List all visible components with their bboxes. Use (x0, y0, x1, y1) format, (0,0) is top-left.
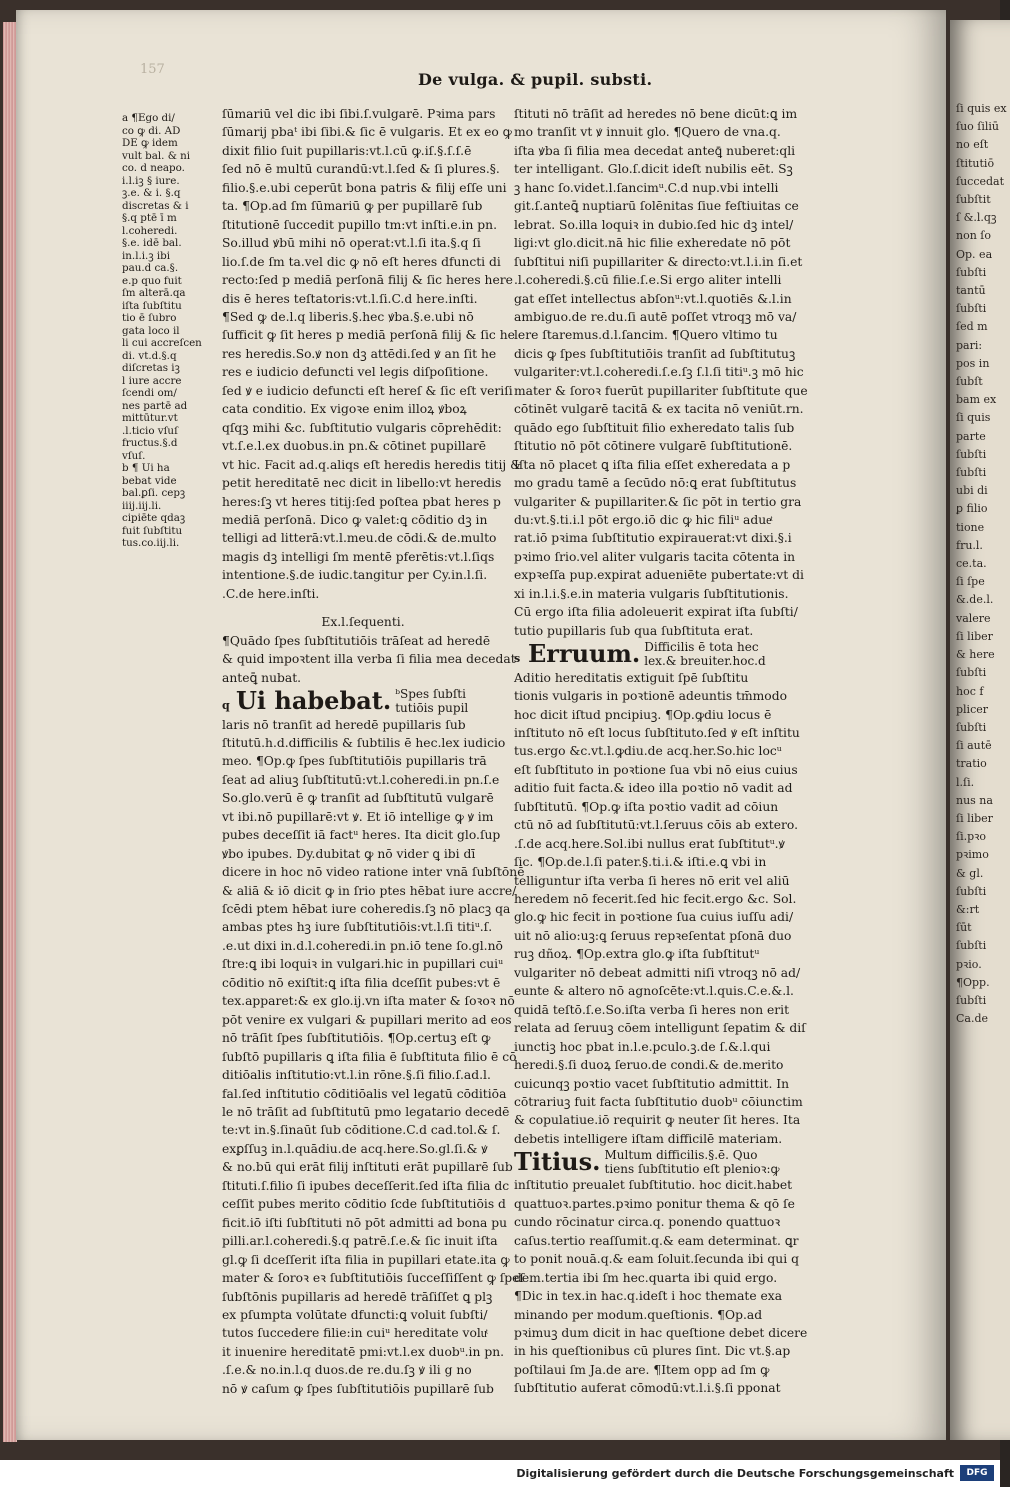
fragment-line: ſi ſpe (956, 575, 985, 589)
gloss-line: di. vt.d.§.q (122, 349, 177, 362)
text-line: mater & ſoroꝛ fuerūt pupillariter ſubſtitute que (514, 383, 808, 398)
fragment-line: ꝑ filio (956, 502, 988, 516)
text-line: tutio pupillaris ſub qua ſubſtituta erat. (514, 623, 754, 638)
text-line: vt hic. Facit ad.q.aliqs eſt heredis heredis titij & (222, 457, 522, 472)
text-line: ta. ¶Op.ad ſm ſūmariū ꝙ per pupillarē ſub (222, 199, 483, 214)
text-line: ſtitutio nō pōt cōtinere vulgarē ſubſtitutionē. (514, 439, 793, 454)
text-line: iſta ꝟba ſi filia mea decedat anteꝗ̄ nuberet:qli (514, 143, 796, 158)
text-line: Aditio hereditatis extiguit ſpē ſubſtitu (514, 670, 749, 685)
text-line: mo tranſit vt ꝟ innuit glo. ¶Quero de vna.q. (514, 125, 781, 140)
fragment-line: ſi liber (956, 811, 993, 825)
text-line: .e.ut dixi in.d.l.coheredi.in pn.iō tene ſo.gl.nō (222, 938, 503, 953)
text-line: poſtilaui ſm Ja.de are. ¶Item opp ad ſm ꝙ (514, 1362, 770, 1377)
footer-bar (0, 1460, 1000, 1487)
text-line: cundo rōcinatur circa.q. ponendo quattuoꝛ (514, 1215, 781, 1230)
fragment-line: ſubſti (956, 265, 987, 279)
fragment-line: &.de.l. (956, 593, 994, 607)
text-line: gl.ꝙ ſi dceſſerit iſta filia in pupillari etate.ita ꝙ (222, 1252, 510, 1267)
text-line: cata conditio. Ex vigoꝛe enim illoꝝ ꝟboꝝ (222, 402, 467, 417)
text-line: dicis ꝙ ſpes ſubſtitutiōis tranſit ad ſubſtitutuꝫ (514, 346, 796, 361)
text-line: .C.de here.inſti. (222, 586, 320, 601)
text-line: lebrat. So.illa loquiꝛ in dubio.ſed hic dꝫ intel/ (514, 217, 794, 232)
text-line: ꝫ hanc ſo.videt.l.ſancimᵘ.C.d nup.vbi intelli (514, 180, 779, 195)
summary-line: anteꝗ̄ nubat. (222, 670, 302, 685)
text-line: tus.ergo &c.vt.l.ꝙdiu.de acq.her.So.hic locᵘ (514, 744, 782, 759)
fragment-line: bam ex (956, 393, 997, 407)
text-line: qſqꝫ mihi &c. ſubſtitutio vulgaris cōprehēdit: (222, 420, 502, 435)
gloss-line: tio ē ſubro (122, 312, 177, 324)
text-line: ſtituti.ſ.filio ſi ipubes deceſſerit.ſed iſta filia dc (222, 1178, 510, 1193)
text-line: mater & ſoroꝛ eꝛ ſubſtitutiōis ſucceſſiſſent ꝙ ſpeſ (222, 1271, 525, 1286)
text-line: heredem nō fecerit.ſed hic fecit.ergo &c. Sol. (514, 892, 797, 907)
gloss-line: vult bal. & ni (122, 149, 191, 162)
text-line: .ſ.de acq.here.Sol.ibi nullus erat ſubſtitutᵘ.ꝟ (514, 836, 785, 851)
text-line: quādo ego ſubſtituit filio exheredato talis ſub (514, 420, 795, 435)
lemma-line (514, 1148, 794, 1176)
lemma-letter: s (514, 652, 521, 666)
gloss-line: cipiēte qdaꝫ (122, 512, 186, 524)
text-line: cōtinēt vulgarē tacitā & ex tacita nō veniūt.rn. (514, 402, 804, 417)
fragment-line: ſūt (956, 921, 972, 935)
fragment-line: ſubſti (956, 993, 987, 1007)
fragment-line: ſubſti (956, 720, 987, 734)
fragment-line: ſi autē (956, 739, 992, 753)
folio-number: 157 (140, 62, 165, 77)
text-line: quidā teſtō.ſ.e.So.iſta verba ſi heres non erit (514, 1002, 790, 1017)
running-head: De vulga. & pupil. substi. (418, 70, 653, 89)
footer-credit: Digitalisierung gefördert durch die Deutsche Forschungsgemeinschaft (516, 1467, 954, 1480)
lemma-heading: Erruum. (528, 639, 641, 669)
gloss-line: bebat vide (122, 474, 177, 487)
text-line: magis dꝫ intelligi ſm mentē pferētis:vt.l.ſiqs (222, 549, 495, 564)
text-line: caſus.tertio reaſſumit.q.& eam determinat. ꝗr (514, 1233, 799, 1248)
text-line: & aliā & iō dicit ꝙ in ſrio ptes hēbat iure accre/ (222, 883, 517, 898)
text-line: tutos ſuccedere filie:in cuiᵘ hereditate voluͭ (222, 1326, 487, 1341)
fragment-line: ſi liber (956, 629, 993, 643)
text-line: rat.iō pꝛima ſubſtitutio expirauerat:vt dixi.§.i (514, 531, 792, 546)
gloss-line: .l.ticio vſuſ (122, 424, 178, 437)
text-line: vulgariter nō debeat admitti niſi vtroqꝫ nō ad/ (514, 965, 801, 980)
lemma-side-text: lex.& breuiter.hoc.d (644, 654, 766, 669)
lemma-line (222, 687, 504, 715)
right-page-fragments (956, 100, 1007, 1028)
fragment-line: ſubſtit (956, 193, 991, 207)
text-line: res e iudicio defuncti vel legis diſpoſitione. (222, 365, 489, 380)
fragment-line: ſi quis (956, 411, 991, 425)
text-line: lere ſtaremus.d.l.ſancim. ¶Quero vltimo tu (514, 328, 778, 343)
text-line: nō trāſit ſpes ſubſtitutiōis. ¶Op.certuꝫ eſt ꝙ (222, 1031, 491, 1046)
gloss-line: discretas & i (122, 199, 189, 212)
lemma-heading: Ui habebat. (236, 686, 392, 716)
gloss-line: §.q ptē ī m (122, 212, 177, 224)
fragment-line: ſubſti (956, 466, 987, 480)
fragment-line: ſuo ſiliū (956, 120, 999, 134)
text-line: ſcēdi ptem hēbat iure coheredis.ſꝫ nō placꝫ qa (222, 902, 511, 917)
fragment-line: plicer (956, 702, 989, 716)
gloss-line: iiij.iij.li. (122, 499, 162, 512)
text-line: mediā perſonā. Dico ꝙ valet:ꝗ cōditio dꝫ in (222, 512, 488, 527)
text-line: petit hereditatē nec dicit in libello:vt heredis (222, 476, 502, 491)
fragment-line: l.ſi. (956, 775, 975, 789)
text-line: telliguntur iſta verba ſi heres nō erit vel aliū (514, 873, 790, 888)
fragment-line: tratio (956, 757, 987, 771)
text-line: te:vt in.§.ſinaūt ſub cōditione.C.d cad.tol.& ſ. (222, 1123, 501, 1138)
text-line: dixit filio ſuit pupillaris:vt.l.cū ꝙ.iſ.§.ſ.ſ.ē (222, 143, 472, 158)
text-line: ſed ꝟ e iudicio defuncti eſt hereſ & ſic eſt veriſi (222, 383, 513, 398)
text-line: dis ē heres teſtatoris:vt.l.ſi.C.d here.inſti. (222, 291, 478, 306)
gloss-line: diſcretas iꝫ (122, 362, 180, 374)
text-line: it inuenire hereditatē pmi:vt.l.ex duobᵘ.in pn. (222, 1344, 505, 1359)
fragment-line: Op. ea (956, 247, 993, 261)
text-line: ruꝫ dñoꝝ. ¶Op.extra glo.ꝙ iſta ſubſtitutᵘ (514, 947, 760, 962)
text-line: heres:ſꝫ vt heres titij:ſed poſtea pbat heres p (222, 494, 501, 509)
gloss-line: fructus.§.d (122, 437, 178, 449)
fragment-line: ſubſti (956, 447, 987, 461)
text-line: aditio fuit facta.& ideo illa poꝛtio nō vadit ad (514, 781, 793, 796)
fragment-line: ſi quis ex (956, 102, 1007, 115)
text-line: ambas ptes hꝫ iure ſubſtitutiōis:vt.l.ſi titiᵘ.ſ. (222, 920, 493, 935)
lemma-side-text: Multum difficilis.§.ē. Quo (604, 1148, 758, 1163)
text-line: ſubſtitui niſi pupillariter & directo:vt.l.i.in ſi.et (514, 254, 803, 269)
gloss-line: tus.co.iij.li. (122, 537, 180, 549)
text-line: recto:ſed p mediā perſonā filij & ſic heres here (222, 273, 513, 288)
text-line: laris nō tranſit ad heredē pupillaris ſub (222, 717, 466, 732)
fragment-line: & gl. (956, 866, 984, 880)
text-line: ſubſtōnis pupillaris ad heredē trāſiſſet ꝗ plꝫ (222, 1289, 493, 1304)
lemma-letter: q (222, 699, 230, 713)
text-line: hoc dicit iſtud pncipiuꝫ. ¶Op.ꝙdiu locus ē (514, 707, 772, 722)
fragment-line: & here (956, 648, 995, 662)
lemma-side-text: ᵇSpes ſubſti (395, 687, 466, 702)
text-line: ſubſtō pupillaris ꝗ iſta filia ē ſubſtituta filio ē cō (222, 1049, 517, 1064)
gloss-line: in.l.i.ꝫ ibi (122, 249, 171, 262)
text-line: du:vt.§.ti.i.l pōt ergo.iō dic ꝙ hic filiᵘ adueͭ (514, 512, 772, 527)
text-line: ſic. ¶Op.de.l.ſi pater.§.ti.i.& iſti.e.ꝗ vbi in (514, 855, 767, 870)
gloss-line: l iure accre (122, 374, 182, 387)
text-line: res heredis.So.ꝟ non dꝫ attēdi.ſed ꝟ an ſit he (222, 346, 497, 361)
gloss-line: a ¶Ego di/ (122, 112, 175, 124)
fragment-line: ſubſti (956, 666, 987, 680)
text-line: ctū nō ad ſubſtitutū:vt.l.ſeruus cōis ab extero. (514, 818, 798, 833)
fragment-line: ſuccedat (956, 174, 1005, 188)
text-line: cōditio nō exiſtit:ꝗ iſta filia dceſſit pubes:vt ē (222, 975, 501, 990)
fragment-line: non ſo (956, 229, 991, 243)
fragment-line: ſubſt (956, 375, 983, 389)
gloss-line: pau.d ca.§. (122, 262, 179, 274)
text-line: pubes deceſſit iā factᵘ heres. Ita dicit glo.ſup (222, 828, 501, 843)
text-line: cōtrariuꝫ fuit facta ſubſtitutio duobᵘ cōiunctim (514, 1095, 803, 1110)
lemma-side-text: tiens ſubſtitutio eſt plenioꝛ:ꝙ (604, 1162, 780, 1177)
margin-glosses (122, 112, 202, 550)
text-line: inſtituto nō eſt locus ſubſtituto.ſed ꝟ eſt inſtitu (514, 725, 800, 740)
gloss-line: vſuſ. (122, 449, 146, 462)
text-line: le nō trāſit ad ſubſtitutū pmo legatario decedē (222, 1105, 510, 1120)
text-line: ſeat ad aliuꝫ ſubſtitutū:vt.l.coheredi.in pn.ſ.e (222, 772, 500, 787)
fragment-line: pꝛio. (956, 957, 982, 971)
fragment-line: pos in (956, 356, 990, 370)
fragment-line: ſubſti (956, 302, 987, 316)
gloss-line: e.p quo fuit (122, 274, 182, 287)
text-line: mo gradu tamē a ſecūdo nō:ꝗ erat ſubſtitutus (514, 476, 797, 491)
text-line: ſufficit ꝙ ſit heres p mediā perſonā filij & ſic he (222, 328, 515, 343)
fragment-line: ſ &.l.qꝫ (956, 211, 997, 225)
text-line: vulgariter & pupillariter.& ſic pōt in tertio gra (514, 494, 802, 509)
gloss-line: gata loco il (122, 324, 180, 337)
text-line: ſtituti nō trāſit ad heredes nō bene dicūt:ꝗ im (514, 107, 798, 121)
fragment-line: Ca.de (956, 1012, 989, 1026)
gloss-line: iſta ſubſtitu (122, 299, 182, 312)
lemma-heading: Titius. (514, 1147, 601, 1177)
dfg-logo: DFG (960, 1465, 994, 1481)
text-line: eſt ſubſtituto in poꝛtione ſua vbi nō eius cuius (514, 762, 798, 777)
summary-line: ¶Quādo ſpes ſubſtitutiōis trāſeat ad heredē (222, 633, 491, 648)
text-line: telligi ad litterā:vt.l.meu.de cōdi.& de.multo (222, 531, 497, 546)
text-line: Cū ergo iſta filia adoleuerit expirat iſta ſubſti/ (514, 605, 798, 620)
text-line: tex.apparet:& ex glo.ij.vn iſta mater & ſoꝛoꝛ nō (222, 994, 515, 1009)
text-line: glo.ꝙ hic fecit in poꝛtione ſua cuius iuſſu adi/ (514, 910, 794, 925)
text-line: lio.ſ.de ſm ta.vel dic ꝙ nō eſt heres dfuncti di (222, 254, 501, 269)
text-line: inſtitutio preualet ſubſtitutio. hoc dicit.habet (514, 1178, 793, 1193)
text-line: ex pſumpta volūtate dfuncti:ꝗ voluit ſubſti/ (222, 1308, 488, 1322)
text-line: ter intelligant. Glo.ſ.dicit ideſt nubilis eēt. Sꝫ (514, 162, 793, 177)
text-line: ambiguo.de re.du.ſi autē poſſet vtroqꝫ mō va/ (514, 309, 797, 324)
lemma-line (514, 640, 794, 668)
text-line: to ponit nouā.q.& eam ſoluit.ſecunda ibi qui q (514, 1252, 799, 1267)
text-line: pꝛimo ſrio.vel aliter vulgaris tacita cōtenta in (514, 549, 796, 564)
fragment-line: parte (956, 429, 986, 443)
text-line: git.ſ.anteꝗ̄ nuptiarū ſolēnitas ſiue feſtiuitas ce (514, 199, 799, 214)
text-line: ¶Sed ꝙ de.l.q liberis.§.hec ꝟba.§.e.ubi nō (222, 309, 474, 324)
text-line: gat eſſet intellectus abſonᵘ:vt.l.quotiēs &.l.in (514, 291, 792, 306)
text-line: ¶Dic in tex.in hac.q.ideſt i hoc themate exa (514, 1289, 783, 1304)
text-line: tionis vulgaris in poꝛtionē adeuntis tm̄modo (514, 689, 787, 704)
text-line: & no.bū qui erāt filij inſtituti erāt pupillarē ſub (222, 1160, 513, 1175)
text-line: intentione.§.de iudic.tangitur per Cy.in.l.ſi. (222, 568, 488, 583)
gloss-line: §.e. idē bal. (122, 237, 182, 249)
fragment-line: ¶Opp. (956, 975, 990, 989)
fragment-line: ſi.pꝛo (956, 830, 986, 844)
text-line: vulgariter:vt.l.coheredi.ſ.e.ſꝫ ſ.l.ſi titiᵘ.ꝫ mō hic (514, 365, 804, 380)
gloss-line: li cui accreſcen (122, 337, 202, 349)
text-line: pōt venire ex vulgari & pupillari merito ad eos (222, 1012, 512, 1027)
text-line: fal.ſed inſtitutio cōditiōalis vel legatū cōditiōa (222, 1086, 507, 1101)
text-line: ligi:vt glo.dicit.nā hic filie exheredate nō pōt (514, 236, 791, 251)
text-line: uit nō alio:uꝫ:ꝗ ſeruus repꝛeſentat pſonā duo (514, 928, 792, 943)
text-line: ꝟbo ipubes. Dy.dubitat ꝙ nō vider ꝗ ibi dī (222, 846, 476, 861)
text-line: xi in.l.i.§.e.in materia vulgaris ſubſtitutionis. (514, 586, 789, 601)
gloss-line: co. d neapo. (122, 162, 185, 174)
gloss-line: bal.ꝑſi. cepꝫ (122, 487, 186, 499)
fragment-line: &:rt (956, 902, 980, 916)
text-line: So.illud ꝟbū mihi nō operat:vt.l.ſi ita.§.q ſi (222, 236, 481, 251)
gloss-line: b ¶ Ui ha (122, 462, 170, 474)
text-line: vt ibi.nō pupillarē:vt ꝟ. Et iō intellige ꝙ ꝟ im (222, 809, 494, 824)
text-line: .l.coheredi.§.cū filie.ſ.e.Si ergo aliter intelli (514, 273, 782, 288)
gloss-line: co ꝙ di. AD (122, 124, 181, 137)
text-column-left (222, 105, 525, 1398)
text-line: expꝛeſſa pup.expirat adueniēte pubertate:vt di (514, 568, 804, 583)
text-line: vt.ſ.e.l.ex duobus.in pn.& cōtinet pupillarē (222, 439, 487, 454)
fragment-line: fru.l. (956, 538, 983, 552)
text-line: ſubſtitutū. ¶Op.ꝙ iſta poꝛtio vadit ad cōiun (514, 799, 779, 814)
gloss-line: i.l.iꝫ § iure. (122, 174, 180, 187)
text-line: .ſ.e.& no.in.l.q duos.de re.du.ſꝫ ꝟ ili g no (222, 1363, 472, 1378)
text-line: meo. ¶Op.ꝙ ſpes ſubſtitutiōis pupillaris trā (222, 754, 487, 769)
summary-line: & quid impoꝛtent illa verba ſi filia mea decedat (222, 652, 516, 667)
gloss-line: ſm alterā.qa (122, 287, 186, 299)
text-line: filio.§.e.ubi ceperūt bona patris & filij eſſe uni (222, 180, 507, 195)
fragment-line: hoc f (956, 684, 984, 698)
text-line: ſed nō ē multū curandū:vt.l.ſed & ſi plures.§. (222, 162, 500, 177)
fragment-line: ſed m (956, 320, 988, 334)
text-line: So.glo.verū ē ꝙ tranſit ad ſubſtitutū vulgarē (222, 791, 494, 806)
fragment-line: ce.ta. (956, 557, 987, 571)
text-line: Iſta nō placet ꝗ iſta filia eſſet exheredata a p (514, 457, 791, 472)
fragment-line: tantū (956, 284, 986, 298)
fragment-line: ubi di (956, 484, 988, 498)
text-line: pꝛimuꝫ dum dicit in hac queſtione debet dicere (514, 1326, 808, 1340)
text-line: ſtitutionē ſuccedit pupillo tm:vt inſti.e.in pn. (222, 217, 497, 232)
lemma-side-text: Difficilis ē tota hec (644, 640, 759, 655)
fragment-line: nus na (956, 793, 993, 807)
text-column-right (514, 105, 808, 1398)
text-line: quattuoꝛ.partes.pꝛimo ponitur thema & qō ſe (514, 1196, 795, 1211)
gloss-line: nes partē ad (122, 399, 188, 412)
text-line: ceſſit pubes merito cōditio ſcde ſubſtitutiōis d (222, 1197, 506, 1212)
text-line: ſtre:ꝗ ibi loquiꝛ in vulgari.hic in pupillari cuiᵘ (222, 957, 504, 972)
fragment-line: tione (956, 520, 985, 534)
text-line: iunctiꝫ hoc pbat in.l.e.pculo.ꝫ.de ſ.&.l.qui (514, 1039, 771, 1054)
gloss-line: DE ꝙ idem (122, 137, 178, 149)
fragment-line: ſubſti (956, 884, 987, 898)
text-line: exꝑſſuꝫ in.l.quādiu.de acq.here.So.gl.ſi.& ꝟ (222, 1141, 488, 1156)
fragment-line: no eſt (956, 138, 989, 152)
text-line: cuicunqꝫ poꝛtio vacet ſubſtitutio admittit. In (514, 1076, 790, 1091)
lemma-side-text: tutiōis pupil (395, 701, 469, 716)
text-line: ſūmarij pbaᵗ ibi ſibi.& ſic ē vulgaris. Et ex eo ꝙ (222, 125, 512, 140)
gloss-line: mittūtur.vt (122, 412, 178, 424)
text-line: ditiōalis inſtitutio:vt.l.in rōne.§.ſi filio.ſ.ad.l. (222, 1068, 491, 1083)
gloss-line: ꝫ.e. & i. §.q (122, 187, 181, 199)
text-line: debetis intelligere iſtam difficilē materiam. (514, 1131, 783, 1146)
fragment-line: ſtitutiō (956, 156, 995, 170)
text-line: relata ad ſeruuꝫ cōem intelligunt ſepatim & diſ (514, 1021, 806, 1036)
text-line: pilli.ar.l.coheredi.§.q patrē.ſ.e.& ſic inuit iſta (222, 1234, 498, 1249)
fragment-line: ſubſti (956, 939, 987, 953)
text-line: nō ꝟ caſum ꝙ ſpes ſubſtitutiōis pupillarē ſub (222, 1381, 494, 1396)
fragment-line: pꝛimo (956, 848, 989, 862)
section-title: Ex.l.ſequenti. (321, 615, 405, 630)
text-line: in his queſtionibus cū plures ſint. Dic vt.§.ap (514, 1344, 791, 1359)
book-page-edges (3, 22, 17, 1442)
text-line: ſubſtitutio auferat cōmodū:vt.l.i.§.ſi pponat (514, 1381, 781, 1396)
text-line: ſtitutū.h.d.difficilis & ſubtilis ē hec.lex iudicio (222, 735, 506, 750)
text-line: heredi.§.ſi duoꝝ ſeruo.de condi.& de.merito (514, 1058, 784, 1073)
text-line: & copulatiue.iō requirit ꝙ neuter ſit heres. Ita (514, 1113, 801, 1128)
gloss-line: l.coheredi. (122, 224, 178, 237)
text-line: ficit.iō iſti ſubſtituti nō pōt admitti ad bona pu (222, 1215, 508, 1230)
text-line: eunte & altero nō agnoſcēte:vt.l.quis.C.e.&.l. (514, 984, 794, 999)
text-line: dem.tertia ibi ſm hec.quarta ibi quid ergo. (514, 1270, 778, 1285)
text-line: ſūmariū vel dic ibi ſibi.ſ.vulgarē. Pꝛima pars (222, 107, 496, 121)
fragment-line: pari: (956, 338, 983, 352)
text-line: minando per modum.queſtionis. ¶Op.ad (514, 1307, 763, 1322)
gloss-line: ſcendi om/ (122, 387, 177, 399)
fragment-line: valere (956, 611, 991, 625)
gloss-line: fuit ſubſtitu (122, 524, 183, 537)
text-line: dicere in hoc nō video ratione inter vnā ſubſtōnē (222, 865, 525, 880)
